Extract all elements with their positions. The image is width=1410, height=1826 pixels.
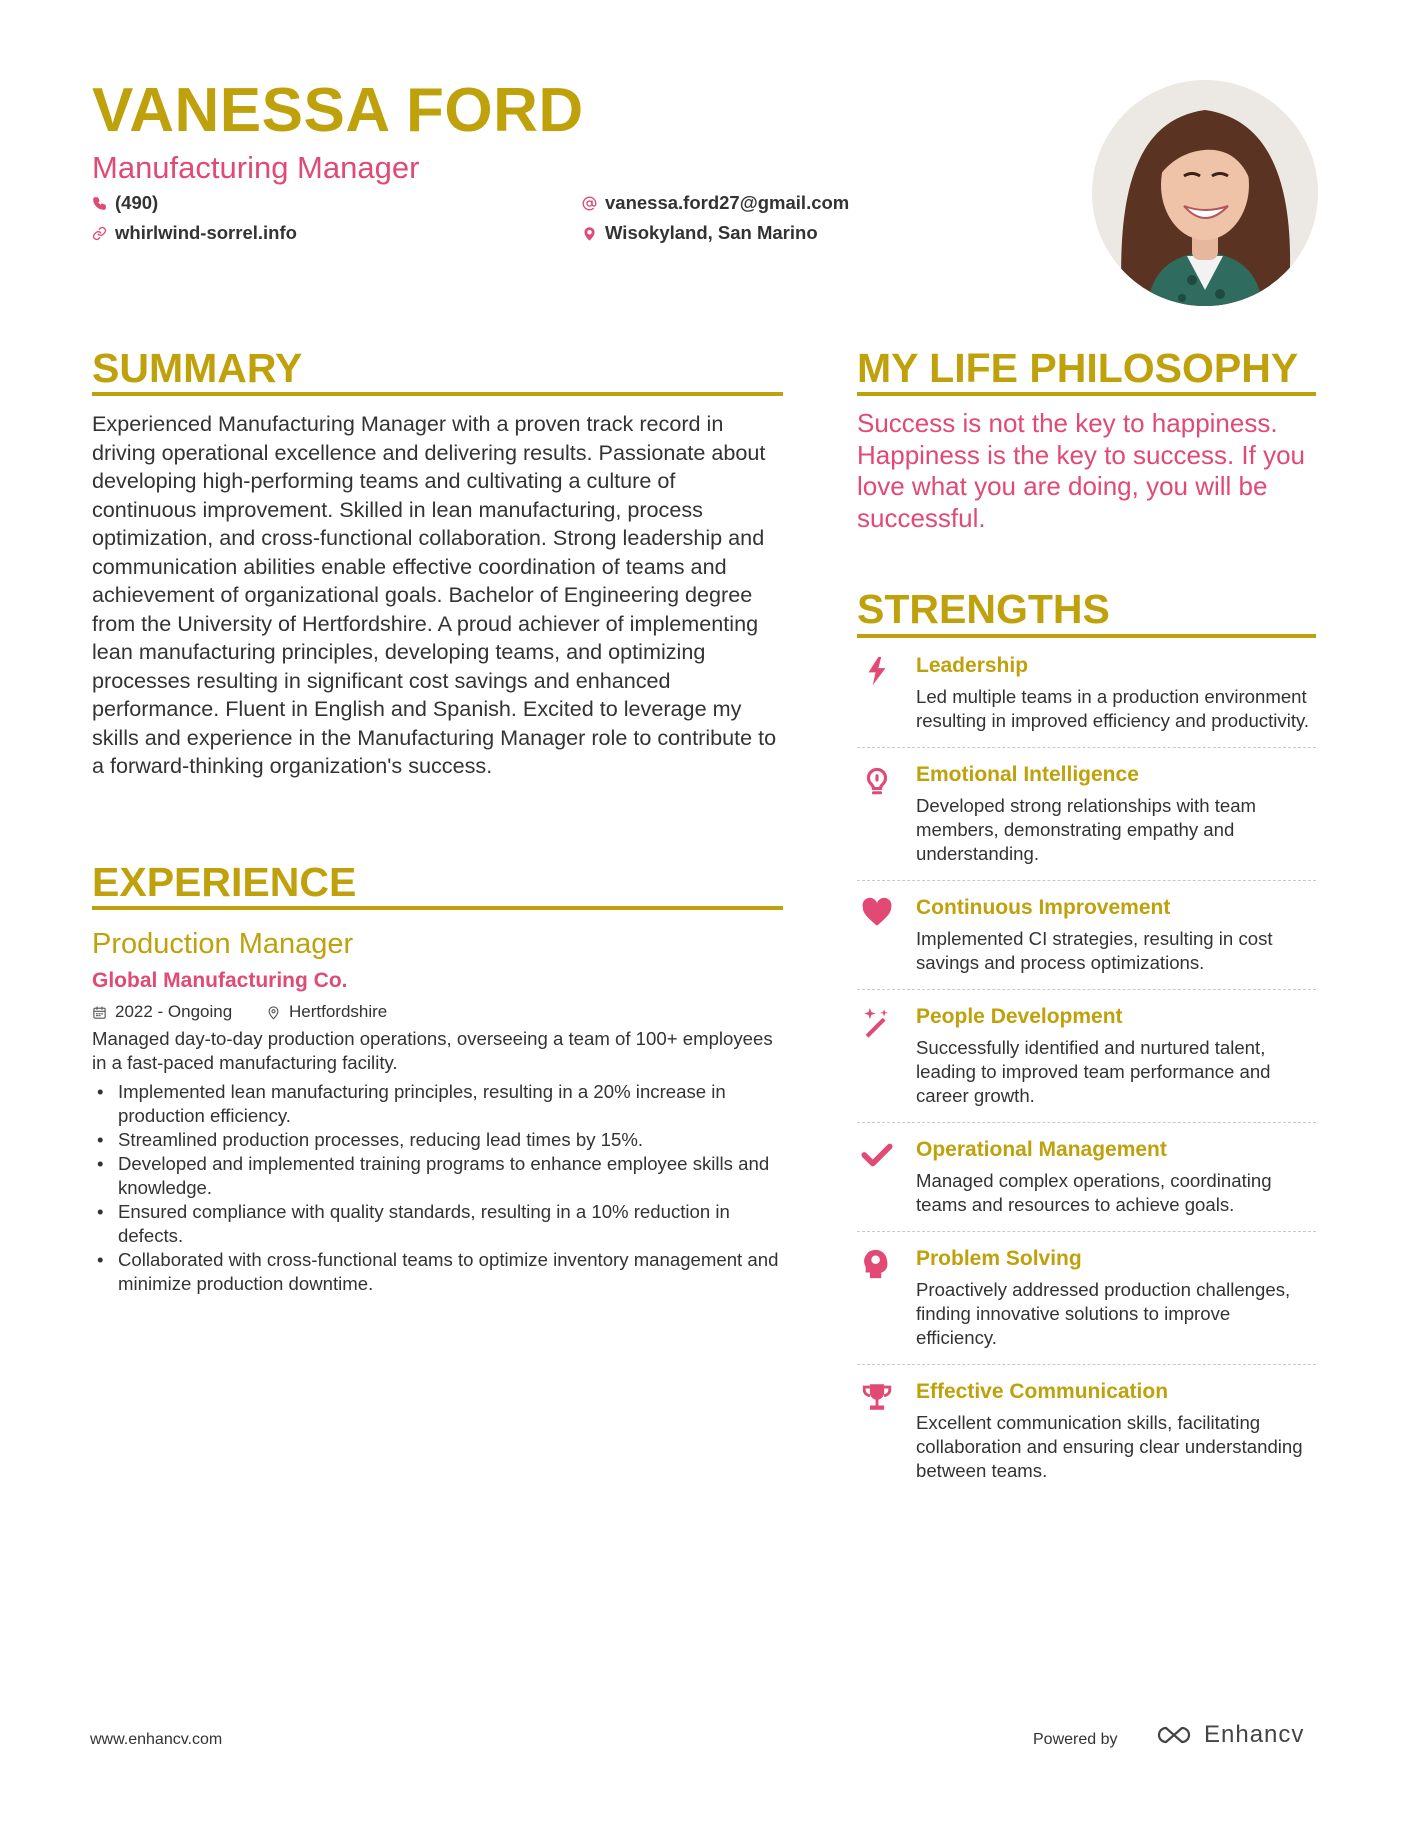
- footer-powered-by: Powered by: [1033, 1731, 1118, 1748]
- contact-email[interactable]: [582, 190, 849, 216]
- strength-title: Effective Communication: [916, 1380, 1169, 1403]
- summary-divider: [92, 392, 783, 396]
- bolt-icon: [859, 653, 895, 689]
- strength-item: [857, 1377, 1316, 1497]
- philosophy-heading: MY LIFE PHILOSOPHY: [857, 345, 1299, 391]
- strength-title: People Development: [916, 1005, 1123, 1028]
- list-item: • Implemented lean manufacturing principles, resulting in a 20% increase in production efficiency.: [92, 1080, 782, 1128]
- phone-text: (490): [115, 192, 159, 213]
- contact-website[interactable]: [92, 220, 297, 246]
- job-location-text: Hertfordshire: [289, 1002, 388, 1021]
- trophy-icon: [859, 1379, 895, 1415]
- website-text[interactable]: whirlwind-sorrel.info: [115, 222, 297, 243]
- strength-item: [857, 1002, 1316, 1123]
- candidate-name: VANESSA FORD: [92, 76, 584, 145]
- enhancv-logo[interactable]: [1152, 1721, 1304, 1749]
- location-pin-icon: [266, 1005, 281, 1020]
- job-description: Managed day-to-day production operations, overseeing a team of 100+ employees in a fast-paced manufacturing facility.: [92, 1028, 773, 1073]
- contact-phone: [92, 190, 158, 216]
- link-icon: [92, 226, 107, 241]
- summary-heading: SUMMARY: [92, 345, 303, 391]
- philosophy-quote: Success is not the key to happiness. Happiness is the key to success. If you love what you are doing, you will be successful.: [857, 408, 1305, 533]
- strength-item: [857, 651, 1316, 748]
- job-company: Global Manufacturing Co.: [92, 969, 348, 992]
- lightbulb-icon: [859, 762, 895, 798]
- strength-title: Leadership: [916, 654, 1029, 677]
- job-dates: [92, 1001, 232, 1023]
- head-brain-icon: [859, 1246, 895, 1282]
- heart-icon: [859, 895, 895, 931]
- strength-description: Led multiple teams in a production environment resulting in improved efficiency and productivity.: [916, 686, 1310, 731]
- strength-description: Managed complex operations, coordinating teams and resources to achieve goals.: [916, 1170, 1272, 1215]
- job-location: [266, 1001, 387, 1023]
- magic-wand-icon: [859, 1004, 895, 1040]
- strengths-divider: [857, 634, 1316, 638]
- enhancv-logo-icon: [1152, 1723, 1196, 1747]
- strengths-list: [857, 651, 1316, 1509]
- experience-heading: EXPERIENCE: [92, 859, 357, 905]
- strength-item: [857, 1135, 1316, 1232]
- strength-description: Proactively addressed production challenges, finding innovative solutions to improve efficiency.: [916, 1279, 1291, 1348]
- candidate-role: Manufacturing Manager: [92, 150, 420, 185]
- strength-title: Operational Management: [916, 1138, 1167, 1161]
- strength-item: [857, 1244, 1316, 1365]
- summary-text: Experienced Manufacturing Manager with a proven track record in driving operational excellence and delivering results. Passionate about developing high-performing teams and cultivating a culture of continuous improvement. Skilled in lean manufacturing, process optimization, and cross-functional collaboration. Strong leadership and communication abilities enable effective coordination of teams and achievement of organizational goals. Bachelor of Engineering degree from the University of Hertfordshire. A proud achiever of implementing lean manufacturing principles, developing teams, and optimizing processes resulting in significant cost savings and enhanced performance. Fluent in English and Spanish. Excited to leverage my skills and experience in the Manufacturing Manager role to contribute to a forward-thinking organization's success.: [92, 411, 777, 778]
- experience-divider: [92, 906, 783, 910]
- strength-description: Implemented CI strategies, resulting in cost savings and process optimizations.: [916, 928, 1273, 973]
- list-item: • Streamlined production processes, reducing lead times by 15%.: [92, 1128, 782, 1152]
- phone-icon: [92, 196, 107, 211]
- profile-photo: [1092, 80, 1318, 306]
- calendar-icon: [92, 1005, 107, 1020]
- job-title: Production Manager: [92, 928, 354, 960]
- footer-url[interactable]: www.enhancv.com: [90, 1731, 223, 1748]
- list-item: • Developed and implemented training programs to enhance employee skills and knowledge.: [92, 1152, 782, 1200]
- job-dates-text: 2022 - Ongoing: [115, 1002, 233, 1021]
- strength-title: Emotional Intelligence: [916, 763, 1139, 786]
- philosophy-divider: [857, 392, 1316, 396]
- checkmark-icon: [859, 1137, 895, 1173]
- location-text: Wisokyland, San Marino: [605, 222, 818, 243]
- strength-description: Developed strong relationships with team members, demonstrating empathy and understanding.: [916, 795, 1257, 864]
- strength-description: Successfully identified and nurtured talent, leading to improved team performance and career growth.: [916, 1037, 1271, 1106]
- strength-title: Continuous Improvement: [916, 896, 1171, 919]
- list-item: • Collaborated with cross-functional teams to optimize inventory management and minimize production downtime.: [92, 1248, 782, 1296]
- strength-item: [857, 760, 1316, 881]
- strength-title: Problem Solving: [916, 1247, 1082, 1270]
- at-icon: [582, 196, 597, 211]
- email-text[interactable]: vanessa.ford27@gmail.com: [605, 192, 850, 213]
- location-pin-icon: [582, 226, 597, 241]
- contact-location: [582, 220, 818, 246]
- strengths-heading: STRENGTHS: [857, 586, 1110, 632]
- enhancv-brand-text: Enhancv: [1204, 1721, 1305, 1748]
- strength-item: [857, 893, 1316, 990]
- list-item: • Ensured compliance with quality standards, resulting in a 10% reduction in defects.: [92, 1200, 782, 1248]
- strength-description: Excellent communication skills, facilitating collaboration and ensuring clear understanding between teams.: [916, 1412, 1303, 1481]
- job-bullets: [92, 1080, 782, 1296]
